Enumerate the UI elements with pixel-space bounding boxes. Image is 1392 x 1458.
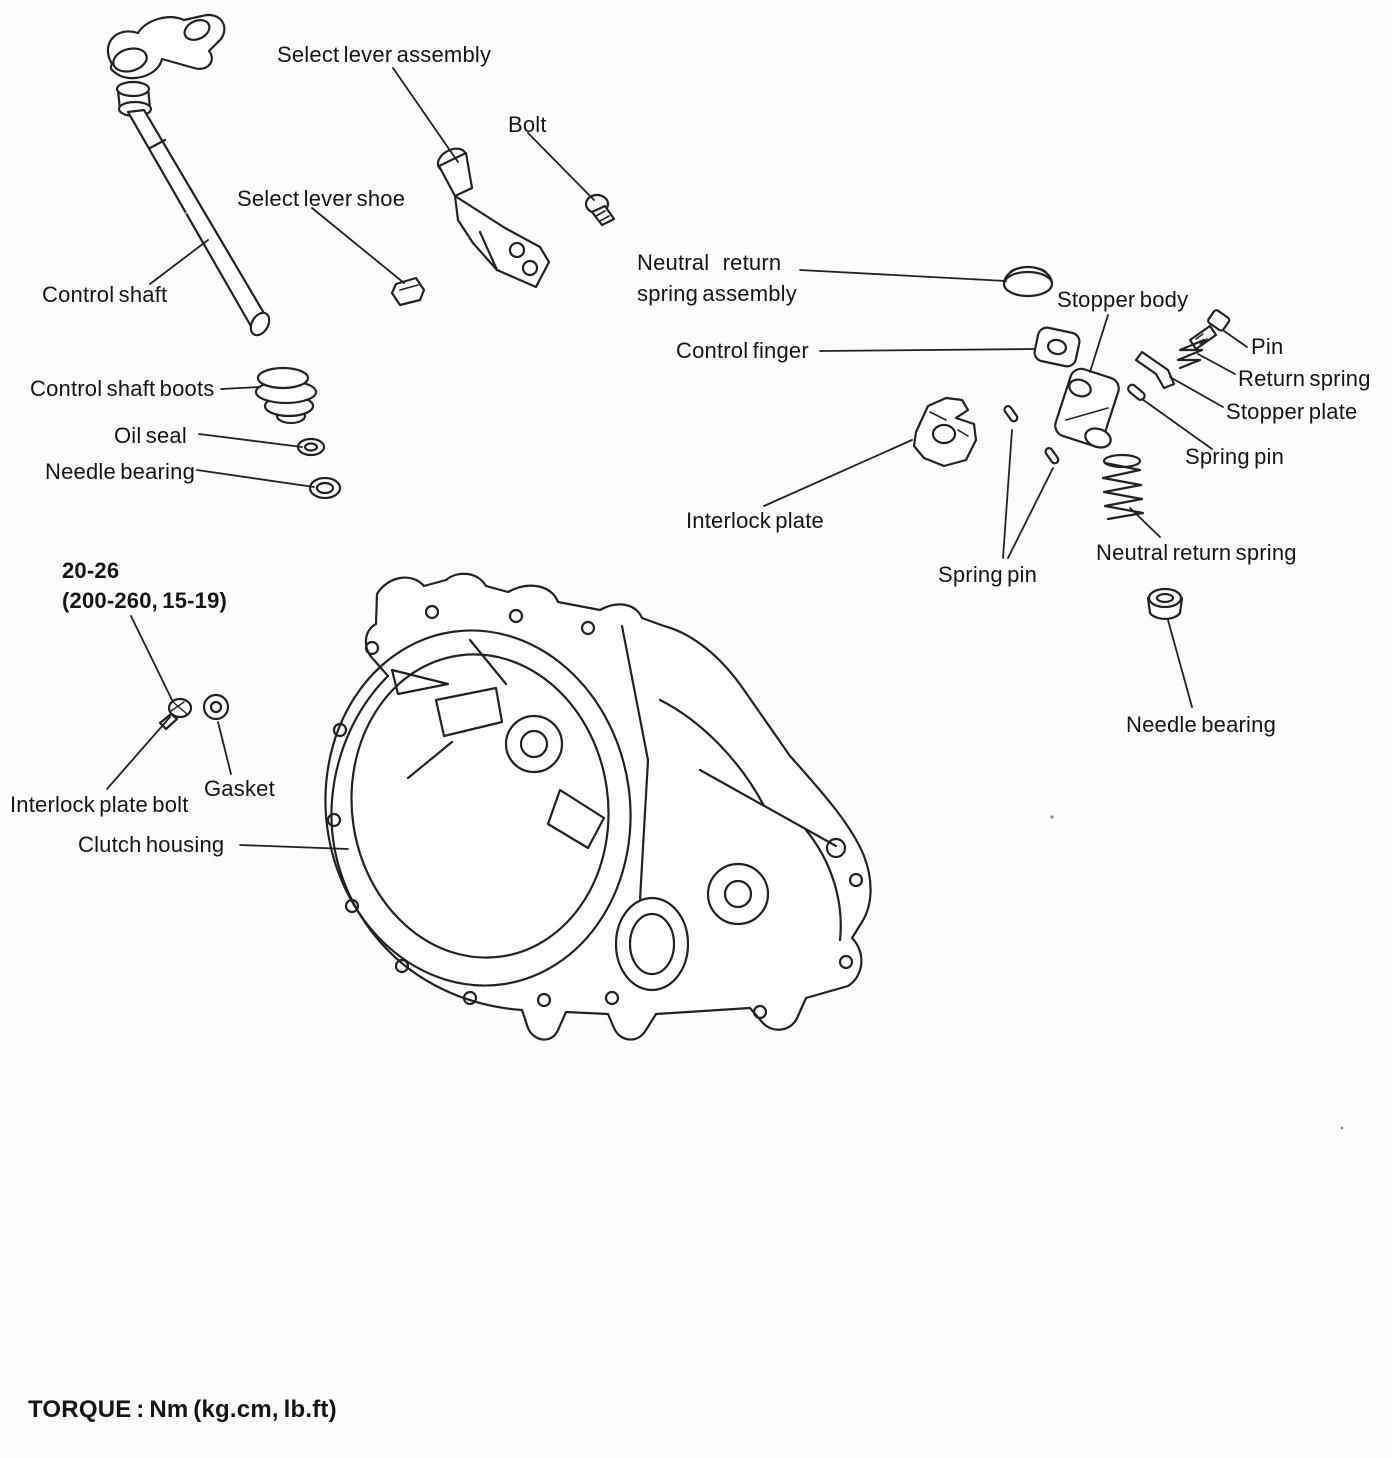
stopper-plate-drawing: [1136, 352, 1174, 388]
leader-interlock-plate: [764, 440, 912, 506]
label-neutral-return-spring-assembly-line1: Neutral return: [637, 250, 782, 275]
leader-control-finger: [820, 349, 1035, 351]
interlock-plate-drawing: [914, 398, 976, 466]
label-neutral-return-spring-assembly-line2: spring assembly: [637, 281, 797, 306]
clutch-housing-drawing: [303, 574, 871, 1040]
leader-gasket: [218, 722, 231, 774]
control-shaft-boots-drawing: [256, 368, 316, 423]
leader-stopper-plate: [1170, 377, 1223, 407]
needle-bearing-right-drawing: [1148, 589, 1182, 619]
label-select-lever-shoe: Select lever shoe: [237, 186, 406, 211]
leader-neutral-return-spring: [1130, 508, 1160, 537]
select-lever-assembly-drawing: [434, 144, 549, 287]
label-spring-pin-upper: Spring pin: [1185, 444, 1285, 469]
leader-interlock-plate-bolt: [107, 717, 170, 789]
label-interlock-plate: Interlock plate: [686, 508, 824, 533]
torque-spec-line2: (200-260, 15-19): [62, 588, 228, 613]
leader-control-shaft: [150, 240, 208, 284]
label-pin: Pin: [1251, 334, 1284, 359]
label-spring-pin-lower: Spring pin: [938, 562, 1038, 587]
label-stopper-body: Stopper body: [1057, 287, 1189, 312]
leader-oil-seal: [199, 434, 302, 447]
label-return-spring: Return spring: [1238, 366, 1371, 391]
label-neutral-return-spring: Neutral return spring: [1096, 540, 1297, 565]
leader-needle-bearing-right: [1168, 620, 1192, 707]
spring-pin-upper-drawing: [1127, 383, 1147, 401]
label-oil-seal: Oil seal: [114, 423, 187, 448]
label-gasket: Gasket: [204, 776, 275, 801]
interlock-plate-bolt-drawing: [160, 699, 191, 729]
select-lever-shoe-drawing: [392, 278, 424, 305]
stopper-body-drawing: [1052, 366, 1121, 451]
label-select-lever-assembly: Select lever assembly: [277, 42, 492, 67]
label-bolt: Bolt: [508, 112, 547, 137]
leader-control-shaft-boots: [221, 387, 260, 389]
leader-return-spring: [1198, 354, 1235, 374]
gasket-drawing: [204, 695, 228, 719]
leader-select-lever-shoe: [312, 208, 404, 283]
leader-neutral-return-spring-assembly: [800, 270, 1006, 281]
leader-bolt: [528, 133, 594, 200]
label-stopper-plate: Stopper plate: [1226, 399, 1358, 424]
label-control-shaft: Control shaft: [42, 282, 168, 307]
needle-bearing-left-drawing: [310, 478, 340, 498]
bolt-drawing: [586, 195, 614, 225]
torque-spec-line1: 20-26: [62, 558, 120, 583]
neutral-return-spring-drawing: [1103, 455, 1143, 519]
label-needle-bearing-right: Needle bearing: [1126, 712, 1277, 737]
leader-spring-pin-lower-a: [1003, 430, 1012, 558]
torque-footer-note: TORQUE : Nm (kg.cm, lb.ft): [28, 1396, 337, 1423]
leader-torque-spec: [131, 616, 172, 700]
leader-spring-pin-lower-b: [1008, 468, 1053, 558]
leader-select-lever-assembly: [393, 68, 458, 162]
label-needle-bearing-left: Needle bearing: [45, 459, 196, 484]
label-clutch-housing: Clutch housing: [78, 832, 225, 857]
label-control-shaft-boots: Control shaft boots: [30, 376, 215, 401]
leader-stopper-body: [1090, 315, 1108, 372]
leader-pin: [1224, 331, 1247, 347]
neutral-return-spring-assembly-drawing: [1004, 267, 1052, 296]
label-control-finger: Control finger: [676, 338, 809, 363]
leader-needle-bearing-left: [197, 470, 314, 487]
leader-spring-pin-upper: [1142, 399, 1212, 449]
label-interlock-plate-bolt: Interlock plate bolt: [10, 792, 189, 817]
control-finger-drawing: [1033, 326, 1081, 368]
